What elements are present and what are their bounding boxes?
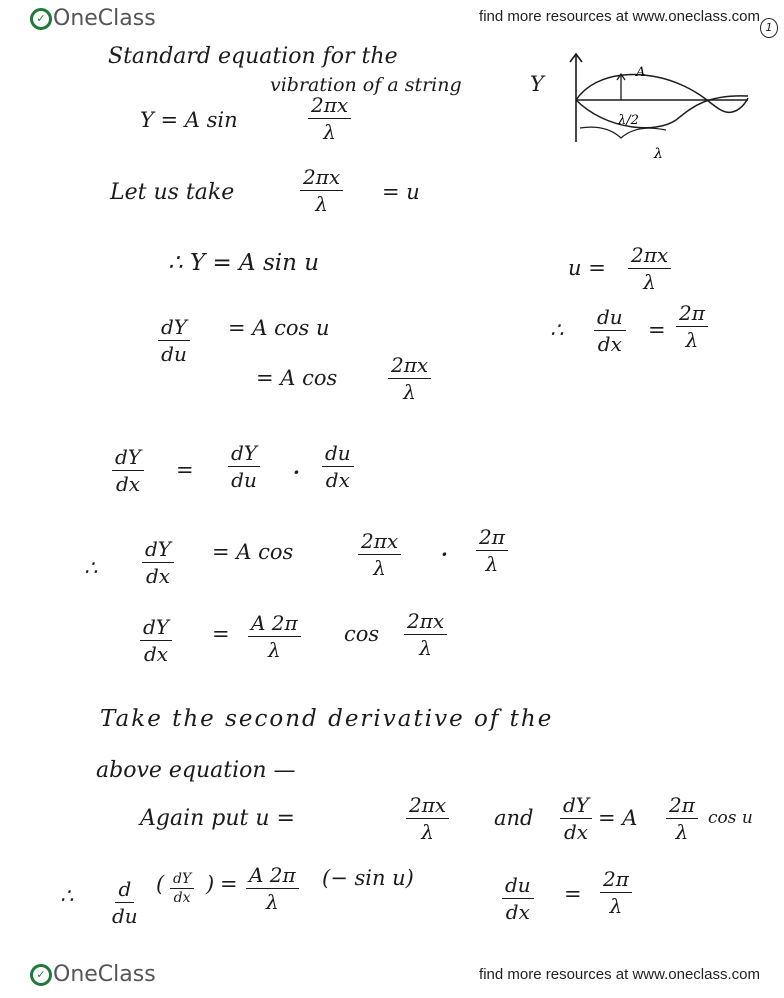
chain-right-fraction bbox=[322, 440, 354, 493]
oneclass-footer-logo-icon: ✓ bbox=[30, 964, 52, 986]
and-fraction bbox=[560, 792, 592, 845]
again-text: Again put u = bbox=[140, 806, 295, 831]
step1-a-fraction bbox=[358, 528, 401, 581]
chain-mid-num: dY bbox=[228, 440, 260, 467]
amplitude-label: A bbox=[636, 65, 646, 80]
again-num: 2πx bbox=[406, 792, 449, 819]
chain-dot: · bbox=[292, 456, 301, 489]
page-header bbox=[0, 0, 784, 40]
step1-mid: = A cos bbox=[212, 540, 294, 564]
footer-logo-text: OneClass bbox=[53, 962, 156, 987]
last-inner-num: dY bbox=[170, 870, 194, 889]
let-text: Let us take bbox=[110, 180, 235, 205]
step2-a-num: A 2π bbox=[248, 610, 301, 637]
step2-eq: = bbox=[212, 622, 230, 646]
step1-left-den: dx bbox=[145, 564, 171, 588]
last-d-den: du bbox=[112, 904, 138, 928]
last-2pi-fraction bbox=[600, 866, 632, 919]
and-cos: cos u bbox=[708, 808, 753, 828]
side-du-den: dx bbox=[597, 332, 622, 356]
again-den: λ bbox=[421, 820, 434, 844]
chain-mid-fraction bbox=[228, 440, 260, 493]
oneclass-footer-logo[interactable] bbox=[30, 962, 156, 987]
side-du-fraction bbox=[594, 304, 626, 357]
step1-b-num: 2π bbox=[476, 524, 508, 551]
last-inner-den: dx bbox=[173, 890, 191, 906]
step1-dot: · bbox=[440, 538, 449, 571]
and-rhs: = A bbox=[598, 806, 638, 830]
last-close-paren: ) bbox=[206, 872, 215, 896]
last-du-fraction bbox=[502, 872, 534, 925]
dydu-num: dY bbox=[158, 314, 190, 341]
last-a-den: λ bbox=[265, 890, 279, 914]
last-sin: (− sin u) bbox=[322, 866, 414, 890]
side-therefore: ∴ bbox=[550, 318, 564, 342]
again-fraction bbox=[406, 792, 449, 845]
heading-line-1: Standard equation for the bbox=[108, 44, 398, 69]
last-eq2: = bbox=[564, 882, 582, 906]
oneclass-logo-icon: ✓ bbox=[30, 8, 52, 30]
page-footer bbox=[0, 958, 784, 998]
last-du-num: du bbox=[502, 872, 534, 899]
step2-a-den: λ bbox=[267, 638, 281, 662]
heading-line-2: vibration of a string bbox=[270, 74, 462, 96]
figure-axis-label: Y bbox=[530, 72, 544, 96]
last-2pi-den: λ bbox=[609, 894, 623, 918]
last-du-den: dx bbox=[505, 900, 530, 924]
resources-link[interactable]: find more resources at www.oneclass.com bbox=[479, 8, 760, 25]
last-open-paren: ( bbox=[156, 872, 165, 896]
string-vibration-figure bbox=[566, 50, 756, 160]
footer-resources-link[interactable]: find more resources at www.oneclass.com bbox=[479, 966, 760, 983]
dydu-rhs2-fraction bbox=[388, 352, 431, 405]
side-eq: = bbox=[648, 318, 666, 342]
step1-left-num: dY bbox=[142, 536, 174, 563]
chain-right-den: dx bbox=[325, 468, 350, 492]
eq1-lhs: Y = A sin bbox=[140, 108, 238, 132]
dydu-rhs2: = A cos bbox=[256, 366, 338, 390]
take-line-1: Take the second derivative of the bbox=[100, 706, 554, 732]
chain-eq: = bbox=[176, 458, 194, 482]
step2-cos: cos bbox=[344, 622, 380, 646]
and-2pi-fraction bbox=[666, 792, 698, 845]
last-a-num: A 2π bbox=[246, 862, 299, 889]
step2-b-num: 2πx bbox=[404, 608, 447, 635]
take-line-2: above equation — bbox=[96, 758, 296, 783]
last-eq: = bbox=[220, 872, 238, 896]
chain-mid-den: du bbox=[231, 468, 257, 492]
let-num: 2πx bbox=[300, 164, 343, 191]
step1-b-fraction bbox=[476, 524, 508, 577]
last-2pi-num: 2π bbox=[600, 866, 632, 893]
last-a-fraction bbox=[246, 862, 299, 915]
eq1-den: λ bbox=[323, 120, 336, 144]
side-u-fraction bbox=[628, 242, 671, 295]
step2-left-den: dx bbox=[143, 642, 169, 666]
step1-b-den: λ bbox=[485, 552, 499, 576]
step2-a-fraction bbox=[248, 610, 301, 663]
wave-curve-upper bbox=[576, 74, 748, 112]
side-u-den: λ bbox=[643, 270, 656, 294]
step1-therefore: ∴ bbox=[84, 556, 98, 580]
half-wavelength-label: λ/2 bbox=[618, 113, 639, 128]
chain-left-fraction bbox=[112, 444, 144, 497]
dydu-den: du bbox=[161, 342, 187, 366]
and-2pi-num: 2π bbox=[666, 792, 698, 819]
side-du-num: du bbox=[594, 304, 626, 331]
dydu-fraction bbox=[158, 314, 190, 367]
oneclass-logo[interactable] bbox=[30, 6, 156, 31]
let-rhs: = u bbox=[382, 180, 420, 204]
step2-left-fraction bbox=[140, 614, 172, 667]
logo-text: OneClass bbox=[53, 6, 156, 31]
side-u-label: u = bbox=[568, 256, 606, 280]
step2-b-den: λ bbox=[419, 636, 432, 660]
eq1-fraction bbox=[308, 92, 351, 145]
step1-a-num: 2πx bbox=[358, 528, 401, 555]
chain-left-den: dx bbox=[115, 472, 141, 496]
step2-b-fraction bbox=[404, 608, 447, 661]
step1-a-den: λ bbox=[373, 556, 386, 580]
chain-right-num: du bbox=[322, 440, 354, 467]
step2-left-num: dY bbox=[140, 614, 172, 641]
dydu-rhs1: = A cos u bbox=[228, 316, 330, 340]
dydu-rhs2-num: 2πx bbox=[388, 352, 431, 379]
chain-left-num: dY bbox=[112, 444, 144, 471]
side-2pi-num: 2π bbox=[676, 300, 708, 327]
side-u-num: 2πx bbox=[628, 242, 671, 269]
last-therefore: ∴ bbox=[60, 884, 74, 908]
and-den: dx bbox=[563, 820, 589, 844]
wavelength-brace bbox=[580, 127, 666, 138]
side-2pi-den: λ bbox=[685, 328, 699, 352]
page-number: 1 bbox=[760, 18, 778, 38]
wavelength-label: λ bbox=[654, 146, 663, 160]
last-inner-fraction bbox=[170, 870, 194, 907]
dydu-rhs2-den: λ bbox=[403, 380, 416, 404]
last-d-fraction bbox=[112, 876, 138, 929]
let-fraction bbox=[300, 164, 343, 217]
eq1-num: 2πx bbox=[308, 92, 351, 119]
and-num: dY bbox=[560, 792, 592, 819]
let-den: λ bbox=[315, 192, 328, 216]
side-2pi-fraction bbox=[676, 300, 708, 353]
step1-left-fraction bbox=[142, 536, 174, 589]
and-text: and bbox=[494, 806, 534, 830]
therefore-line-1: ∴ Y = A sin u bbox=[168, 250, 320, 276]
and-2pi-den: λ bbox=[675, 820, 689, 844]
last-d-num: d bbox=[115, 876, 134, 903]
